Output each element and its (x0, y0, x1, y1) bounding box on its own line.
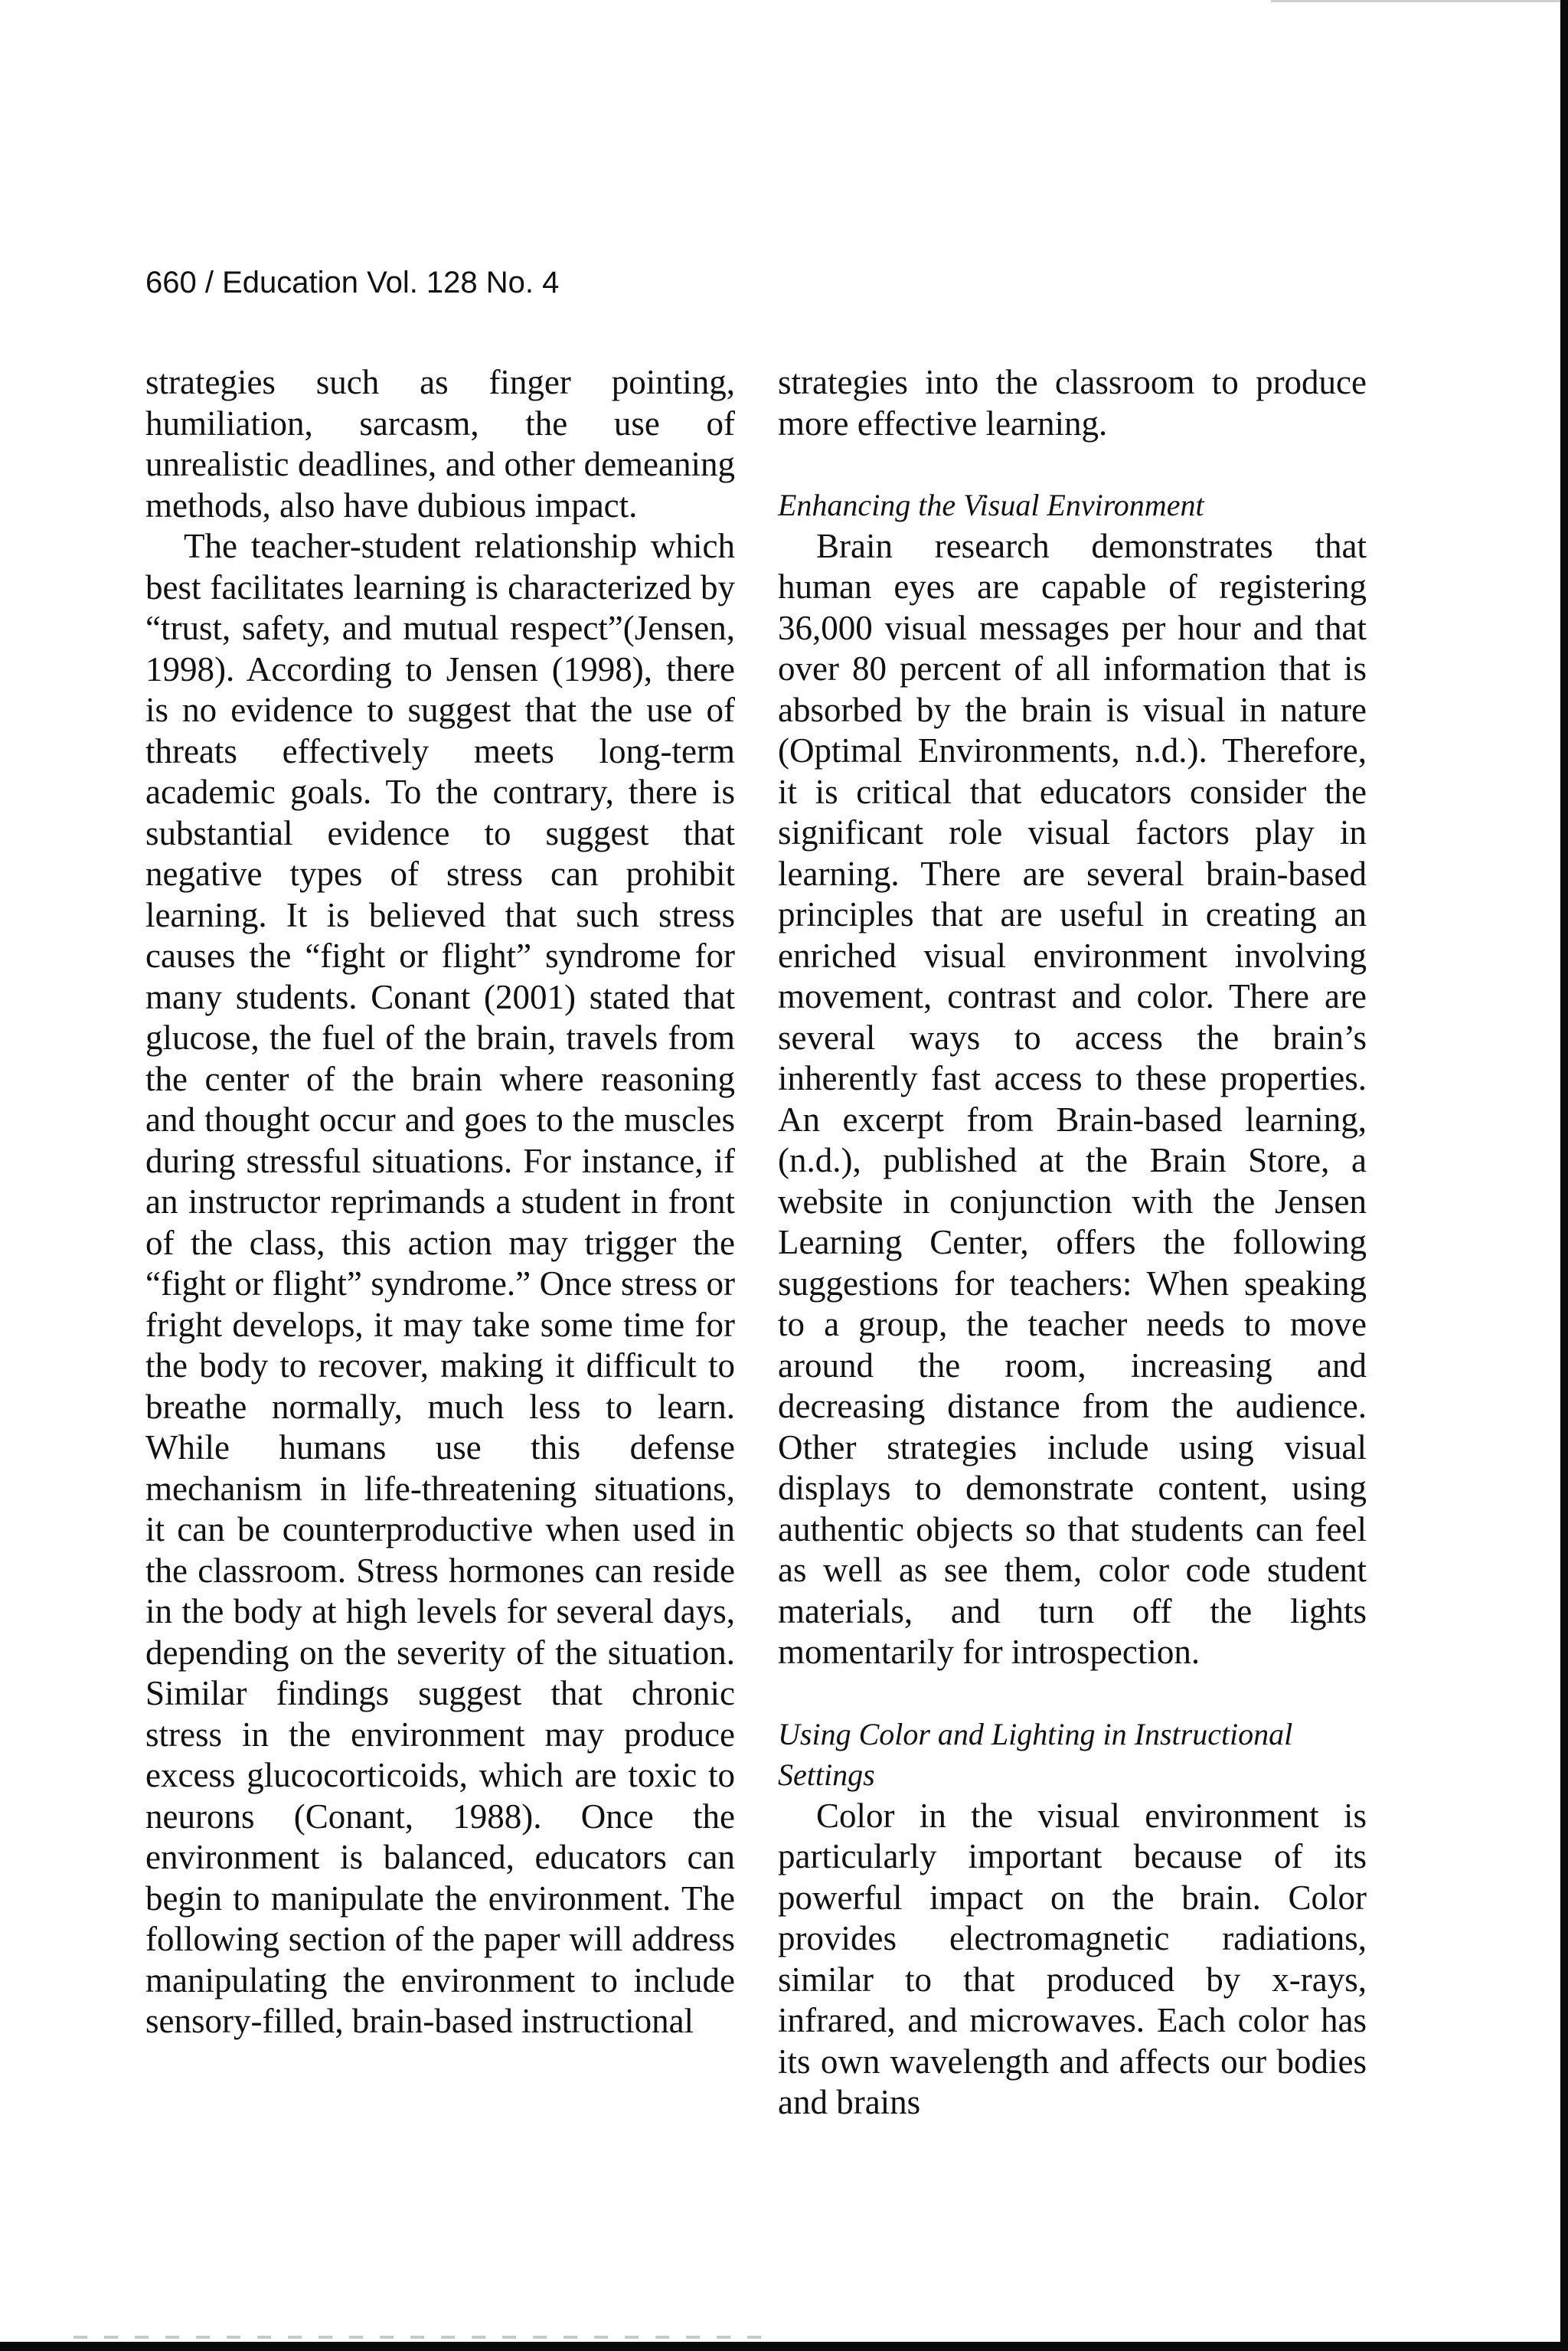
section-heading: Using Color and Lighting in Instructional Settings (778, 1716, 1293, 1792)
left-column (145, 362, 735, 2042)
paragraph: Color in the visual environment is particularly important because of its powerful impact on the brain. Color provides electromagnetic radiations, similar to that produced by x-rays, infrared, and microwaves. Each color has its own wavelength and affects our bodies and brains (778, 1796, 1367, 2121)
section-heading: Enhancing the Visual Environment (778, 488, 1204, 522)
paragraph-continuation: strategies into the classroom to produce more effective learning. (778, 363, 1367, 443)
paragraph: strategies such as finger pointing, humiliation, sarcasm, the use of unrealistic deadlines, and other demeaning methods, also have dubious impact. (145, 363, 735, 525)
running-head: 660 / Education Vol. 128 No. 4 (145, 266, 560, 299)
scan-bottom-edge (0, 2342, 1568, 2351)
scan-top-edge (1271, 0, 1560, 2)
scan-right-edge (1560, 0, 1568, 2351)
paragraph: Brain research demonstrates that human eyes are capable of registering 36,000 visual messages per hour and that over 80 percent of all information that is absorbed by the brain is visual in nature (Optimal Environments, n.d.). Therefore, it is critical that educators consider the significant role visual factors play in learning. There are several brain-based principles that are useful in creating an enriched visual environment involving movement, contrast and color. There are several ways to access the brain’s inherently fast access to these properties. An excerpt from Brain-based learning, (n.d.), published at the Brain Store, a website in conjunction with the Jensen Learning Center, offers the following suggestions for teachers: When speaking to a group, the teacher needs to move around the room, increasing and decreasing distance from the audience. Other strategies include using visual displays to demonstrate content, using authentic objects so that students can feel as well as see them, color code student materials, and turn off the lights momentarily for introspection. (778, 526, 1367, 1671)
paragraph: The teacher-student relationship which best facilitates learning is characterized by “trust, safety, and mutual respect”(Jensen, 1998). According to Jensen (1998), there is no evidence to suggest that the use of threats effectively meets long-term academic goals. To the contrary, there is substantial evidence to suggest that negative types of stress can prohibit learning. It is believed that such stress causes the “fight or flight” syndrome for many students. Conant (2001) stated that glucose, the fuel of the brain, travels from the center of the brain where reasoning and thought occur and goes to the muscles during stressful situations. For instance, if an instructor reprimands a student in front of the class, this action may trigger the “fight or flight” syndrome.” Once stress or fright develops, it may take some time for the body to recover, making it difficult to breathe normally, much less to learn. While humans use this defense mechanism in life-threatening situations, it can be counterproductive when used in the classroom. Stress hormones can reside in the body at high levels for several days, depending on the severity of the situation. Similar findings suggest that chronic stress in the environment may produce excess glucocorticoids, which are toxic to neurons (Conant, 1988). Once the environment is balanced, educators can begin to manipulate the environment. The following section of the paper will address manipulating the environment to include sensory-filled, brain-based instructional (145, 527, 735, 2040)
scan-bottom-speckle (74, 2336, 763, 2339)
right-column (778, 362, 1367, 2124)
